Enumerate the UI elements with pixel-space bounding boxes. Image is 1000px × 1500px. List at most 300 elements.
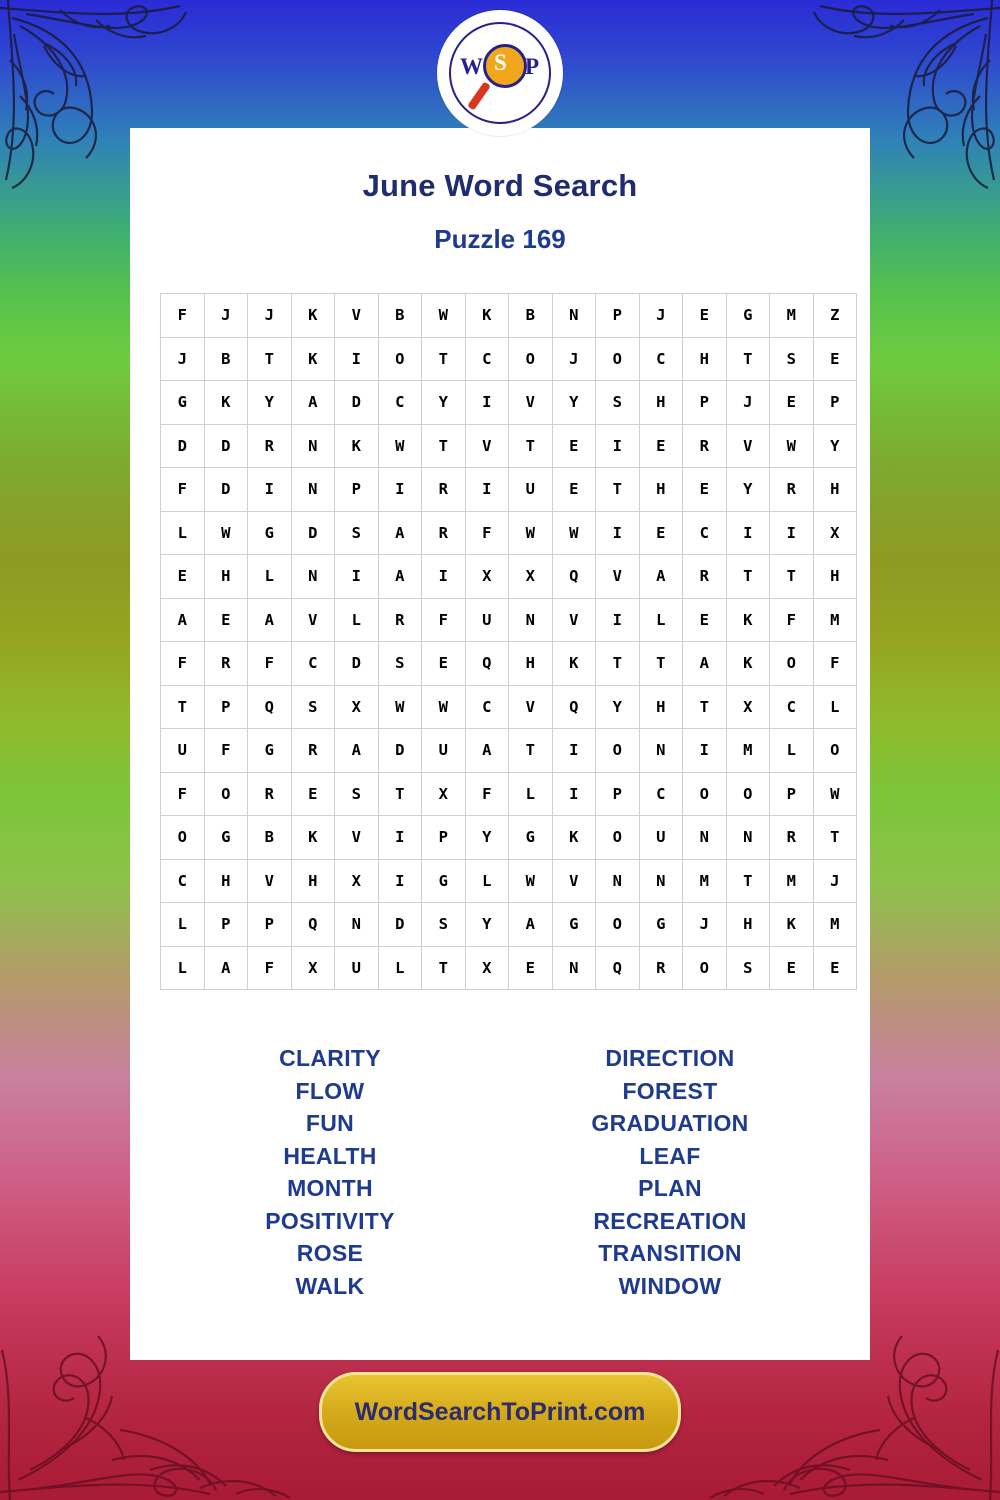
grid-cell[interactable]: D: [378, 729, 422, 773]
grid-cell[interactable]: K: [291, 337, 335, 381]
grid-cell[interactable]: W: [204, 511, 248, 555]
grid-cell[interactable]: I: [335, 555, 379, 599]
grid-cell[interactable]: O: [596, 903, 640, 947]
grid-cell[interactable]: A: [378, 511, 422, 555]
grid-cell[interactable]: N: [639, 729, 683, 773]
grid-cell[interactable]: N: [335, 903, 379, 947]
grid-cell[interactable]: N: [726, 816, 770, 860]
word-list-item: PLAN: [638, 1175, 702, 1201]
grid-cell[interactable]: Y: [465, 903, 509, 947]
grid-cell[interactable]: D: [335, 642, 379, 686]
puzzle-number: Puzzle 169: [434, 224, 566, 254]
grid-cell[interactable]: S: [335, 772, 379, 816]
grid-cell[interactable]: I: [378, 468, 422, 512]
grid-cell[interactable]: I: [422, 555, 466, 599]
grid-cell[interactable]: H: [639, 381, 683, 425]
grid-cell[interactable]: H: [813, 555, 857, 599]
grid-cell[interactable]: O: [161, 816, 205, 860]
word-list-item: DIRECTION: [605, 1045, 735, 1071]
grid-cell[interactable]: T: [726, 337, 770, 381]
grid-cell[interactable]: N: [509, 598, 553, 642]
grid-cell[interactable]: A: [335, 729, 379, 773]
grid-cell[interactable]: K: [770, 903, 814, 947]
grid-cell[interactable]: E: [639, 424, 683, 468]
grid-cell[interactable]: Q: [552, 555, 596, 599]
grid-row: [161, 816, 857, 860]
grid-cell[interactable]: X: [726, 685, 770, 729]
grid-row: [161, 772, 857, 816]
grid-cell[interactable]: Z: [813, 294, 857, 338]
grid-cell[interactable]: A: [683, 642, 727, 686]
grid-cell[interactable]: I: [596, 511, 640, 555]
word-list-item: FOREST: [622, 1077, 718, 1104]
grid-cell[interactable]: R: [204, 642, 248, 686]
grid-cell[interactable]: N: [552, 294, 596, 338]
grid-cell[interactable]: T: [161, 685, 205, 729]
logo-letter-w: W: [460, 54, 483, 79]
word-list-item: CLARITY: [279, 1045, 381, 1071]
grid-cell[interactable]: L: [813, 685, 857, 729]
grid-cell[interactable]: O: [596, 337, 640, 381]
grid-row: [161, 555, 857, 599]
grid-cell[interactable]: F: [248, 642, 292, 686]
grid-cell[interactable]: N: [552, 946, 596, 990]
grid-cell[interactable]: K: [552, 816, 596, 860]
grid-cell[interactable]: P: [596, 294, 640, 338]
word-list-item: FUN: [305, 1110, 355, 1136]
grid-cell[interactable]: R: [291, 729, 335, 773]
grid-cell[interactable]: T: [378, 772, 422, 816]
grid-cell[interactable]: O: [726, 772, 770, 816]
word-list-column-right: [510, 1042, 830, 1302]
grid-cell[interactable]: D: [335, 381, 379, 425]
grid-cell[interactable]: T: [422, 424, 466, 468]
grid-cell[interactable]: U: [161, 729, 205, 773]
word-list-column-left: [170, 1042, 490, 1302]
grid-cell[interactable]: H: [813, 468, 857, 512]
grid-cell[interactable]: H: [204, 859, 248, 903]
grid-cell[interactable]: B: [509, 294, 553, 338]
grid-cell[interactable]: L: [248, 555, 292, 599]
grid-cell[interactable]: I: [596, 598, 640, 642]
grid-cell[interactable]: Y: [465, 816, 509, 860]
grid-cell[interactable]: P: [813, 381, 857, 425]
grid-cell[interactable]: E: [552, 424, 596, 468]
grid-cell[interactable]: E: [291, 772, 335, 816]
puzzle-sheet: [130, 128, 870, 1360]
grid-cell[interactable]: E: [683, 598, 727, 642]
grid-cell[interactable]: L: [161, 903, 205, 947]
word-list-item: POSITIVITY: [265, 1207, 395, 1234]
grid-cell[interactable]: A: [509, 903, 553, 947]
grid-cell[interactable]: S: [422, 903, 466, 947]
grid-cell[interactable]: E: [683, 294, 727, 338]
grid-cell[interactable]: G: [422, 859, 466, 903]
grid-cell[interactable]: S: [335, 511, 379, 555]
grid-cell[interactable]: G: [639, 903, 683, 947]
logo-ring: [449, 22, 551, 124]
grid-cell[interactable]: L: [639, 598, 683, 642]
grid-cell[interactable]: I: [770, 511, 814, 555]
grid-cell[interactable]: Q: [248, 685, 292, 729]
grid-cell[interactable]: K: [726, 598, 770, 642]
grid-cell[interactable]: T: [639, 642, 683, 686]
grid-cell[interactable]: H: [639, 685, 683, 729]
grid-cell[interactable]: R: [770, 468, 814, 512]
grid-cell[interactable]: F: [422, 598, 466, 642]
grid-cell[interactable]: M: [813, 903, 857, 947]
grid-cell[interactable]: E: [813, 337, 857, 381]
grid-cell[interactable]: I: [465, 381, 509, 425]
grid-cell[interactable]: Y: [726, 468, 770, 512]
grid-row: [161, 946, 857, 990]
grid-cell[interactable]: F: [770, 598, 814, 642]
grid-cell[interactable]: K: [726, 642, 770, 686]
website-button-label: WordSearchToPrint.com: [354, 1397, 646, 1426]
grid-cell[interactable]: V: [509, 381, 553, 425]
grid-cell[interactable]: P: [335, 468, 379, 512]
word-list-item: WINDOW: [618, 1272, 722, 1299]
grid-cell[interactable]: T: [422, 337, 466, 381]
grid-cell[interactable]: T: [509, 729, 553, 773]
grid-cell[interactable]: J: [639, 294, 683, 338]
grid-cell[interactable]: Y: [422, 381, 466, 425]
grid-cell[interactable]: F: [161, 294, 205, 338]
grid-cell[interactable]: A: [248, 598, 292, 642]
grid-cell[interactable]: I: [552, 729, 596, 773]
website-button[interactable]: [319, 1372, 681, 1452]
grid-cell[interactable]: V: [509, 685, 553, 729]
grid-cell[interactable]: K: [465, 294, 509, 338]
grid-row: [161, 468, 857, 512]
grid-cell[interactable]: E: [422, 642, 466, 686]
grid-cell[interactable]: N: [596, 859, 640, 903]
grid-cell[interactable]: V: [726, 424, 770, 468]
grid-cell[interactable]: V: [335, 294, 379, 338]
grid-cell[interactable]: D: [378, 903, 422, 947]
grid-cell[interactable]: D: [291, 511, 335, 555]
grid-cell[interactable]: S: [770, 337, 814, 381]
grid-cell[interactable]: H: [726, 903, 770, 947]
word-list-item: TRANSITION: [598, 1240, 742, 1266]
grid-cell[interactable]: I: [335, 337, 379, 381]
grid-cell[interactable]: M: [813, 598, 857, 642]
grid-cell[interactable]: N: [291, 424, 335, 468]
grid-cell[interactable]: J: [161, 337, 205, 381]
grid-cell[interactable]: C: [683, 511, 727, 555]
grid-cell[interactable]: E: [683, 468, 727, 512]
grid-cell[interactable]: C: [465, 685, 509, 729]
grid-cell[interactable]: Q: [291, 903, 335, 947]
letter-grid-table[interactable]: [160, 293, 857, 990]
word-search-grid[interactable]: [160, 293, 840, 990]
site-logo: [437, 10, 563, 136]
grid-cell[interactable]: V: [465, 424, 509, 468]
grid-cell[interactable]: K: [291, 816, 335, 860]
grid-cell[interactable]: E: [813, 946, 857, 990]
grid-cell[interactable]: O: [596, 816, 640, 860]
grid-cell[interactable]: V: [291, 598, 335, 642]
grid-cell[interactable]: O: [204, 772, 248, 816]
grid-cell[interactable]: J: [813, 859, 857, 903]
grid-cell[interactable]: L: [770, 729, 814, 773]
grid-cell[interactable]: V: [248, 859, 292, 903]
grid-cell[interactable]: J: [683, 903, 727, 947]
grid-cell[interactable]: R: [683, 424, 727, 468]
word-list: [170, 1042, 830, 1302]
grid-cell[interactable]: C: [639, 337, 683, 381]
grid-cell[interactable]: G: [726, 294, 770, 338]
grid-cell[interactable]: S: [726, 946, 770, 990]
grid-cell[interactable]: O: [378, 337, 422, 381]
grid-cell[interactable]: J: [726, 381, 770, 425]
grid-cell[interactable]: P: [204, 685, 248, 729]
grid-cell[interactable]: W: [378, 685, 422, 729]
grid-cell[interactable]: I: [248, 468, 292, 512]
grid-cell[interactable]: U: [335, 946, 379, 990]
grid-cell[interactable]: M: [770, 859, 814, 903]
page-title: June Word Search: [362, 168, 638, 203]
grid-cell[interactable]: A: [204, 946, 248, 990]
grid-cell[interactable]: G: [161, 381, 205, 425]
grid-cell[interactable]: E: [770, 381, 814, 425]
word-list-item: RECREATION: [593, 1207, 747, 1234]
grid-cell[interactable]: U: [639, 816, 683, 860]
grid-cell[interactable]: T: [726, 555, 770, 599]
grid-cell[interactable]: E: [552, 468, 596, 512]
grid-cell[interactable]: V: [552, 598, 596, 642]
grid-cell[interactable]: E: [161, 555, 205, 599]
grid-cell[interactable]: G: [248, 511, 292, 555]
grid-cell[interactable]: K: [552, 642, 596, 686]
grid-cell[interactable]: E: [204, 598, 248, 642]
grid-cell[interactable]: W: [509, 511, 553, 555]
grid-cell[interactable]: W: [813, 772, 857, 816]
grid-cell[interactable]: A: [291, 381, 335, 425]
logo-letter-p: P: [524, 54, 539, 79]
grid-cell[interactable]: U: [465, 598, 509, 642]
grid-cell[interactable]: T: [248, 337, 292, 381]
grid-cell[interactable]: I: [378, 859, 422, 903]
grid-cell[interactable]: B: [378, 294, 422, 338]
grid-row: [161, 685, 857, 729]
grid-cell[interactable]: X: [465, 555, 509, 599]
word-list-item: GRADUATION: [591, 1110, 749, 1136]
word-list-item: LEAF: [639, 1142, 701, 1169]
grid-cell[interactable]: R: [248, 424, 292, 468]
grid-cell[interactable]: T: [422, 946, 466, 990]
grid-cell[interactable]: F: [161, 468, 205, 512]
grid-cell[interactable]: L: [161, 946, 205, 990]
grid-cell[interactable]: Q: [596, 946, 640, 990]
grid-cell[interactable]: O: [813, 729, 857, 773]
grid-cell[interactable]: X: [465, 946, 509, 990]
grid-cell[interactable]: J: [248, 294, 292, 338]
grid-cell[interactable]: P: [204, 903, 248, 947]
grid-cell[interactable]: W: [552, 511, 596, 555]
grid-cell[interactable]: B: [204, 337, 248, 381]
grid-cell[interactable]: V: [552, 859, 596, 903]
grid-cell[interactable]: E: [639, 511, 683, 555]
grid-cell[interactable]: O: [683, 772, 727, 816]
grid-row: [161, 294, 857, 338]
grid-cell[interactable]: U: [509, 468, 553, 512]
grid-cell[interactable]: R: [422, 468, 466, 512]
grid-cell[interactable]: D: [161, 424, 205, 468]
grid-cell[interactable]: T: [596, 642, 640, 686]
grid-cell[interactable]: T: [726, 859, 770, 903]
grid-cell[interactable]: I: [552, 772, 596, 816]
grid-cell[interactable]: L: [465, 859, 509, 903]
grid-cell[interactable]: O: [683, 946, 727, 990]
grid-cell[interactable]: C: [378, 381, 422, 425]
grid-cell[interactable]: W: [422, 685, 466, 729]
grid-cell[interactable]: R: [639, 946, 683, 990]
grid-cell[interactable]: I: [726, 511, 770, 555]
grid-cell[interactable]: C: [291, 642, 335, 686]
grid-cell[interactable]: G: [509, 816, 553, 860]
grid-cell[interactable]: A: [465, 729, 509, 773]
grid-cell[interactable]: R: [248, 772, 292, 816]
grid-cell[interactable]: A: [639, 555, 683, 599]
grid-cell[interactable]: C: [639, 772, 683, 816]
grid-cell[interactable]: D: [204, 468, 248, 512]
grid-cell[interactable]: W: [770, 424, 814, 468]
grid-cell[interactable]: A: [378, 555, 422, 599]
grid-cell[interactable]: O: [509, 337, 553, 381]
word-list-item: MONTH: [287, 1175, 373, 1201]
grid-cell[interactable]: W: [378, 424, 422, 468]
grid-cell[interactable]: Y: [813, 424, 857, 468]
grid-cell[interactable]: F: [465, 772, 509, 816]
grid-cell[interactable]: P: [422, 816, 466, 860]
grid-cell[interactable]: M: [683, 859, 727, 903]
grid-cell[interactable]: L: [378, 946, 422, 990]
grid-cell[interactable]: T: [813, 816, 857, 860]
grid-cell[interactable]: S: [291, 685, 335, 729]
grid-row: [161, 642, 857, 686]
grid-cell[interactable]: G: [204, 816, 248, 860]
grid-cell[interactable]: I: [683, 729, 727, 773]
grid-cell[interactable]: T: [683, 685, 727, 729]
grid-cell[interactable]: T: [596, 468, 640, 512]
grid-cell[interactable]: X: [813, 511, 857, 555]
grid-cell[interactable]: V: [335, 816, 379, 860]
grid-cell[interactable]: U: [422, 729, 466, 773]
grid-cell[interactable]: F: [465, 511, 509, 555]
grid-cell[interactable]: O: [770, 642, 814, 686]
magnifier-handle-icon: [467, 81, 491, 110]
grid-cell[interactable]: J: [552, 337, 596, 381]
grid-cell[interactable]: H: [509, 642, 553, 686]
grid-cell[interactable]: F: [813, 642, 857, 686]
grid-cell[interactable]: I: [465, 468, 509, 512]
grid-cell[interactable]: N: [683, 816, 727, 860]
grid-cell[interactable]: K: [335, 424, 379, 468]
grid-cell[interactable]: W: [422, 294, 466, 338]
grid-row: [161, 859, 857, 903]
grid-cell[interactable]: S: [378, 642, 422, 686]
grid-cell[interactable]: F: [248, 946, 292, 990]
grid-row: [161, 511, 857, 555]
grid-cell[interactable]: K: [204, 381, 248, 425]
grid-cell[interactable]: C: [465, 337, 509, 381]
grid-row: [161, 381, 857, 425]
grid-cell[interactable]: Y: [596, 685, 640, 729]
grid-cell[interactable]: H: [683, 337, 727, 381]
grid-cell[interactable]: L: [335, 598, 379, 642]
grid-cell[interactable]: B: [248, 816, 292, 860]
grid-row: [161, 903, 857, 947]
grid-cell[interactable]: X: [335, 859, 379, 903]
grid-cell[interactable]: H: [291, 859, 335, 903]
grid-cell[interactable]: Q: [465, 642, 509, 686]
grid-cell[interactable]: G: [248, 729, 292, 773]
grid-cell[interactable]: R: [422, 511, 466, 555]
grid-cell[interactable]: P: [683, 381, 727, 425]
word-list-item: WALK: [295, 1272, 365, 1299]
grid-row: [161, 337, 857, 381]
word-list-item: HEALTH: [283, 1142, 377, 1169]
grid-cell[interactable]: X: [291, 946, 335, 990]
logo-letter-s: S: [494, 50, 507, 75]
grid-cell[interactable]: A: [161, 598, 205, 642]
grid-cell[interactable]: F: [204, 729, 248, 773]
grid-cell[interactable]: I: [596, 424, 640, 468]
grid-cell[interactable]: N: [291, 468, 335, 512]
grid-cell[interactable]: P: [596, 772, 640, 816]
grid-cell[interactable]: G: [552, 903, 596, 947]
grid-cell[interactable]: F: [161, 642, 205, 686]
grid-cell[interactable]: W: [509, 859, 553, 903]
grid-row: [161, 729, 857, 773]
grid-cell[interactable]: P: [248, 903, 292, 947]
grid-cell[interactable]: C: [770, 685, 814, 729]
grid-cell[interactable]: R: [770, 816, 814, 860]
grid-cell[interactable]: K: [291, 294, 335, 338]
grid-cell[interactable]: M: [726, 729, 770, 773]
grid-cell[interactable]: X: [422, 772, 466, 816]
grid-cell[interactable]: D: [204, 424, 248, 468]
grid-cell[interactable]: P: [770, 772, 814, 816]
grid-cell[interactable]: Y: [552, 381, 596, 425]
grid-cell[interactable]: R: [683, 555, 727, 599]
grid-cell[interactable]: N: [291, 555, 335, 599]
grid-cell[interactable]: Q: [552, 685, 596, 729]
grid-cell[interactable]: X: [335, 685, 379, 729]
grid-cell[interactable]: L: [161, 511, 205, 555]
grid-cell[interactable]: M: [770, 294, 814, 338]
grid-cell[interactable]: E: [770, 946, 814, 990]
grid-cell[interactable]: O: [596, 729, 640, 773]
grid-cell[interactable]: L: [509, 772, 553, 816]
grid-cell[interactable]: T: [770, 555, 814, 599]
grid-cell[interactable]: R: [378, 598, 422, 642]
grid-cell[interactable]: F: [161, 772, 205, 816]
grid-cell[interactable]: S: [596, 381, 640, 425]
grid-cell[interactable]: C: [161, 859, 205, 903]
grid-cell[interactable]: J: [204, 294, 248, 338]
grid-cell[interactable]: E: [509, 946, 553, 990]
grid-cell[interactable]: N: [639, 859, 683, 903]
grid-cell[interactable]: I: [378, 816, 422, 860]
grid-cell[interactable]: H: [639, 468, 683, 512]
grid-cell[interactable]: H: [204, 555, 248, 599]
grid-cell[interactable]: Y: [248, 381, 292, 425]
grid-cell[interactable]: X: [509, 555, 553, 599]
grid-cell[interactable]: V: [596, 555, 640, 599]
grid-cell[interactable]: T: [509, 424, 553, 468]
